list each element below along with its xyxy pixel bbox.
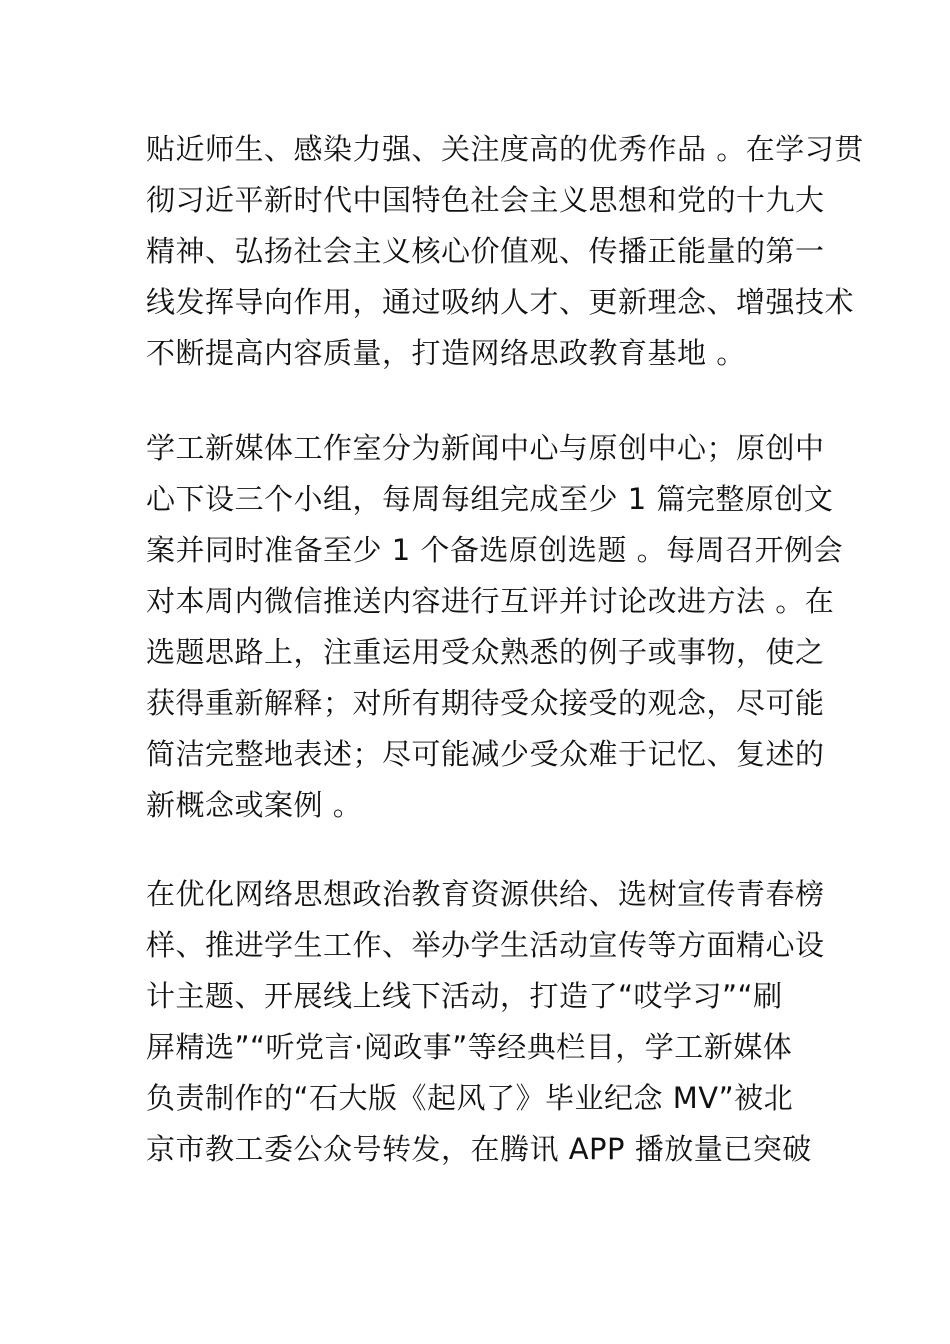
text-line: 线发挥导向作用，通过吸纳人才、更新理念、增强技术 [146,285,855,319]
text-line: 案并同时准备至少 1 个备选原创选题 。每周召开例会 [146,533,844,567]
text-line: 计主题、开展线上线下活动，打造了“哎学习”“刷 [146,979,783,1013]
text-line: 精神、弘扬社会主义核心价值观、传播正能量的第一 [146,234,825,268]
text-line: 样、推进学生工作、举办学生活动宣传等方面精心设 [146,928,825,962]
text-line: 选题思路上，注重运用受众熟悉的例子或事物，使之 [146,635,825,669]
text-line: 心下设三个小组，每周每组完成至少 1 篇完整原创文 [146,482,834,516]
text-line: 对本周内微信推送内容进行互评并讨论改进方法 。在 [146,584,835,618]
paragraph-1 [146,124,864,379]
text-line: 新概念或案例 。 [146,788,363,822]
text-line: 贴近师生、感染力强、关注度高的优秀作品 。在学习贯 [146,132,864,166]
text-line: 在优化网络思想政治教育资源供给、选树宣传青春榜 [146,877,825,911]
text-line: 不断提高内容质量，打造网络思政教育基地 。 [146,336,746,370]
text-line: 获得重新解释；对所有期待受众接受的观念，尽可能 [146,686,825,720]
paragraph-2 [146,423,844,831]
text-line: 彻习近平新时代中国特色社会主义思想和党的十九大 [146,183,825,217]
text-line: 简洁完整地表述；尽可能减少受众难于记忆、复述的 [146,737,825,771]
text-line: 京市教工委公众号转发，在腾讯 APP 播放量已突破 [146,1132,812,1166]
text-line: 负责制作的“石大版《起风了》毕业纪念 MV”被北 [146,1081,794,1115]
text-line: 屏精选”“听党言·阅政事”等经典栏目，学工新媒体 [146,1030,793,1064]
text-line: 学工新媒体工作室分为新闻中心与原创中心；原创中 [146,431,825,465]
paragraph-3 [146,869,826,1175]
